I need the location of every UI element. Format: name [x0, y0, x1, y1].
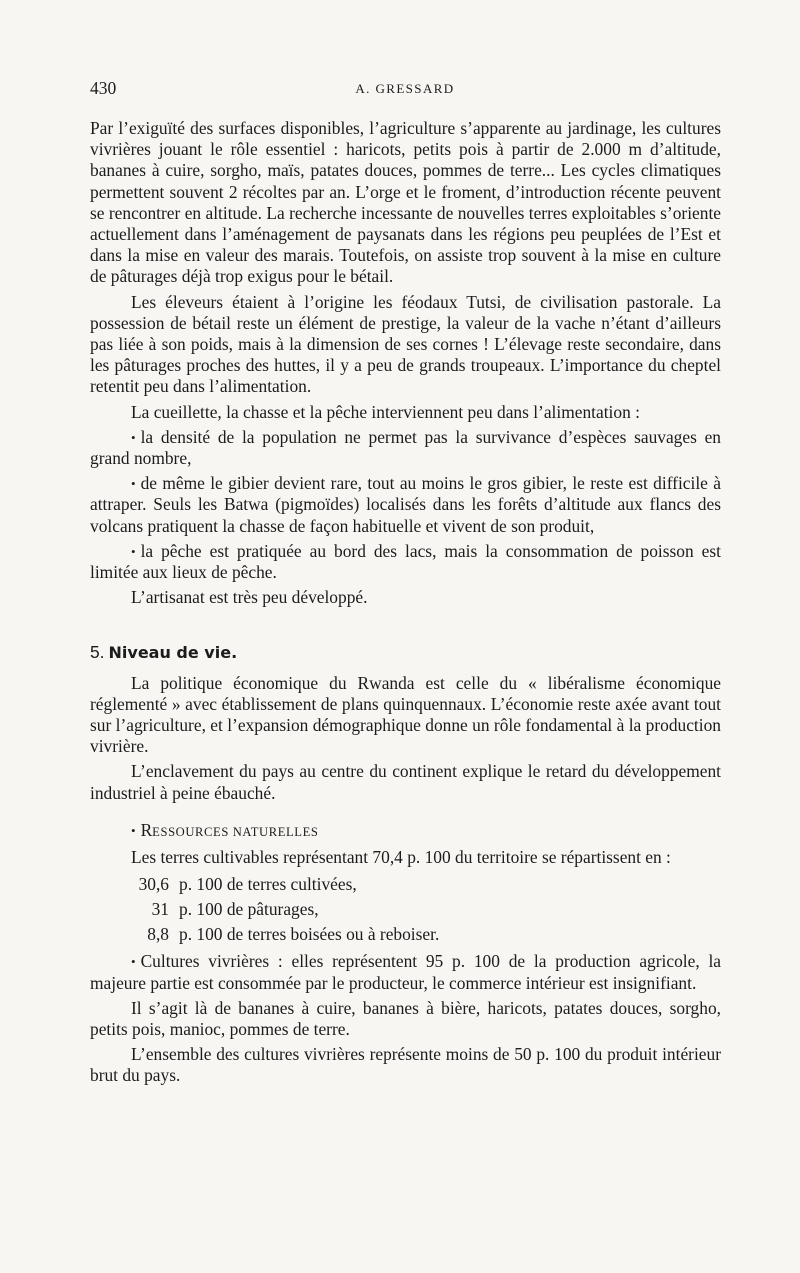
paragraph-enclavement: L’enclavement du pays au centre du continent explique le retard du développement industriel à peine ébauché.: [90, 761, 721, 803]
section-title: Niveau de vie.: [108, 643, 238, 663]
paragraph-politique: La politique économique du Rwanda est celle du « libéralisme économique réglementé » avec établissement de plans quinquennaux. L’économie reste axée avant tout sur l’agriculture, et l’expansion démographique donne un rôle fondamental à la production vivrière.: [90, 672, 721, 757]
body-text: [90, 118, 721, 1087]
paragraph-pib: L’ensemble des cultures vivrières représente moins de 50 p. 100 du produit intérieur brut du pays.: [90, 1044, 721, 1086]
bullet-icon: •: [131, 543, 136, 559]
paragraph-cultures-text: Cultures vivrières : elles représentent 95 p. 100 de la production agricole, la majeure partie est consommée par le producteur, le commerce intérieur est insignifiant.: [90, 951, 721, 993]
paragraph-terres: Les terres cultivables représentant 70,4 p. 100 du territoire se répartissent en :: [131, 847, 671, 868]
list-item-text: p. 100 de pâturages,: [179, 899, 319, 920]
bullet-icon: •: [131, 954, 136, 970]
page-number: 430: [90, 78, 117, 98]
bullet-item-peche: [90, 541, 721, 583]
bullet-text: de même le gibier devient rare, tout au moins le gros gibier, le reste est difficile à attraper. Seuls les Batwa (pigmoïdes) localisés dans les forêts d’altitude aux flancs des volcans pratiquent la chasse de façon habituelle et vivent de son produit,: [90, 473, 721, 536]
bullet-item-densite: [90, 427, 721, 469]
bullet-icon: •: [131, 476, 136, 492]
list-item-text: p. 100 de terres boisées ou à reboiser.: [179, 924, 440, 945]
running-title: A. GRESSARD: [355, 81, 455, 96]
list-item: [90, 922, 721, 947]
bullet-item-gibier: [90, 473, 721, 537]
land-use-list: [90, 872, 721, 947]
bullet-icon: •: [131, 822, 136, 838]
list-item-text: p. 100 de terres cultivées,: [179, 874, 357, 895]
page-header: [90, 78, 720, 100]
list-item: [90, 897, 721, 922]
section-number: 5.: [90, 642, 105, 663]
paragraph-agriculture: Par l’exiguïté des surfaces disponibles, l’agriculture s’apparente au jardinage, les cultures vivrières jouant le rôle essentiel : haricots, petits pois à partir de 2.000 m d’altitude, bananes à cuire, sorgho, maïs, patates douces, pommes de terre... Les cycles climatiques permettent souvent 2 récoltes par an. L’orge et le froment, d’introduction récente peuvent se rencontrer en altitude. La recherche incessante de nouvelles terres exploitables s’oriente actuellement dans l’aménagement de paysanats dans les régions peu peuplées de l’Est et dans la mise en valeur des marais. Toutefois, on assiste trop souvent à la mise en culture de pâturages déjà trop exigus pour le bétail.: [90, 118, 721, 287]
paragraph-produits: Il s’agit là de bananes à cuire, bananes à bière, haricots, patates douces, sorgho, petits pois, manioc, pommes de terre.: [90, 997, 721, 1039]
bullet-icon: •: [131, 429, 136, 445]
list-item-value: 8,8: [147, 924, 169, 945]
paragraph-elevage: Les éleveurs étaient à l’origine les féodaux Tutsi, de civilisation pastorale. La possession de bétail reste un élément de prestige, la valeur de la vache n’étant d’ailleurs pas liée à son poids, mais à la dimension de ses cornes ! L’élevage reste secondaire, dans les pâturages proches des huttes, il y a peu de grands troupeaux. L’importance du cheptel retentit peu dans l’alimentation.: [90, 291, 721, 397]
bullet-text: la pêche est pratiquée au bord des lacs, mais la consommation de poisson est limitée aux lieux de pêche.: [90, 540, 721, 583]
subheading-ressources: [90, 820, 721, 843]
paragraph-cueillette: La cueillette, la chasse et la pêche interviennent peu dans l’alimentation :: [131, 401, 640, 422]
subheading-rest: ESSOURCES NATURELLES: [152, 824, 319, 839]
list-item-value: 31: [151, 899, 169, 920]
section-heading: [90, 642, 721, 663]
subheading-initial: R: [140, 819, 153, 840]
list-item-value: 30,6: [138, 874, 169, 895]
paragraph-artisanat: L’artisanat est très peu développé.: [131, 587, 368, 608]
list-item: [90, 872, 721, 897]
bullet-text: la densité de la population ne permet pas la survivance d’espèces sauvages en grand nombre,: [90, 426, 721, 469]
paragraph-cultures: [90, 951, 721, 993]
